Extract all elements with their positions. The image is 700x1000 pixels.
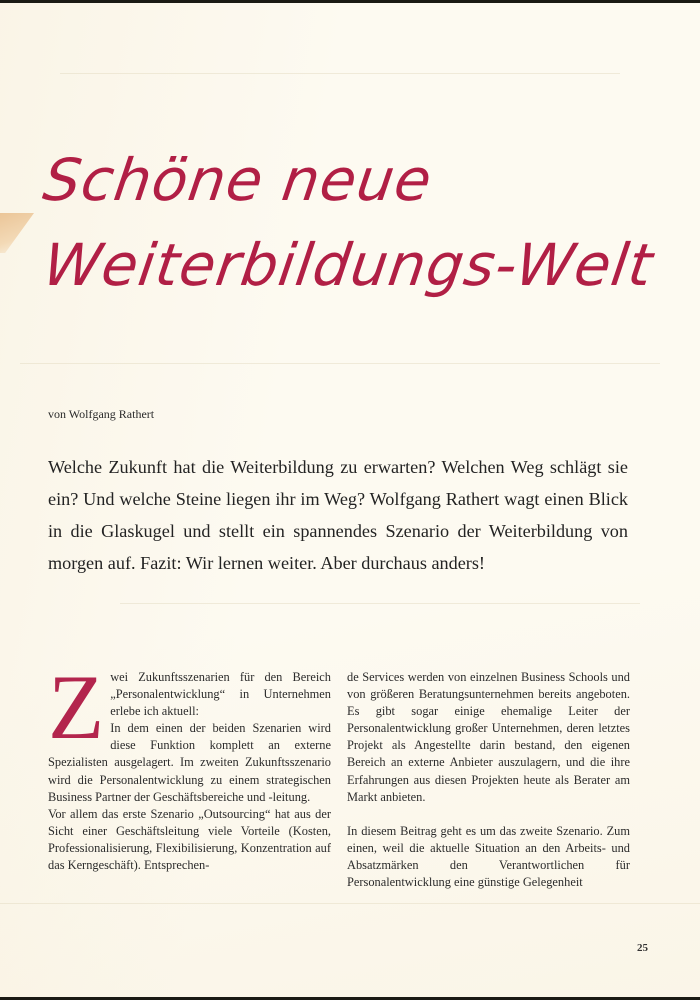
body-paragraph: de Services werden von einzelnen Business Schools und von größeren Beratungsunternehmen bereits angeboten. Es gibt sogar einige ehemalige Leiter der Personalentwicklung großer Unternehmen, deren letztes Projekt als Angestellte darin bestand, den eigenen Bereich an externe Anbieter auszulagern, und die ihre Erfahrungen aus diesen Projekten heute als Berater am Markt anbieten. bbox=[347, 670, 630, 804]
body-paragraph: In diesem Beitrag geht es um das zweite Szenario. Zum einen, weil die aktuelle Situation an den Arbeits- und Absatzmärken den Verantwortlichen für Personalentwicklung eine günstige Gelegenheit bbox=[347, 823, 630, 890]
body-column-left bbox=[48, 656, 331, 874]
decorative-brush-stroke bbox=[0, 213, 34, 253]
article-title-line-2: Weiterbildungs-Welt bbox=[39, 231, 658, 299]
body-paragraph: Vor allem das erste Szenario „Outsourcing“ hat aus der Sicht einer Geschäftsleitung viele Vorteile (Kosten, Professionalisierung, Flexibilisierung, Konzentration auf das Kerngeschäft). Entsprechen- bbox=[48, 806, 331, 873]
magazine-page bbox=[0, 3, 700, 997]
paper-texture-line bbox=[20, 363, 660, 364]
author-byline: von Wolfgang Rathert bbox=[48, 407, 155, 421]
article-title-line-1: Schöne neue bbox=[39, 146, 437, 214]
drop-cap: Z bbox=[48, 656, 105, 758]
body-paragraph: In dem einen der beiden Szenarien wird diese Funktion komplett an externe Spezialisten ausgelagert. Im zweiten Zukunftsszenario wird die Personalentwicklung zu einem strategischen Business Partner der Geschäftsbereiche und -leitung. bbox=[48, 721, 331, 804]
page-number: 25 bbox=[637, 942, 648, 954]
body-paragraph: Zwei Zukunftsszenarien für den Bereich „Personalentwicklung“ in Unternehmen erlebe ich aktuell: bbox=[48, 656, 331, 758]
paper-texture-line bbox=[60, 73, 620, 74]
body-column-right bbox=[347, 669, 630, 891]
lead-paragraph: Welche Zukunft hat die Weiterbildung zu erwarten? Welchen Weg schlägt sie ein? Und welche Steine liegen ihr im Weg? Wolfgang Rathert wagt einen Blick in die Glaskugel und stellt ein spannendes Szenario der Weiterbildung von morgen auf. Fazit: Wir lernen weiter. Aber durchaus anders! bbox=[48, 457, 628, 573]
paper-texture-line bbox=[0, 903, 700, 904]
paper-texture-line bbox=[120, 603, 640, 604]
